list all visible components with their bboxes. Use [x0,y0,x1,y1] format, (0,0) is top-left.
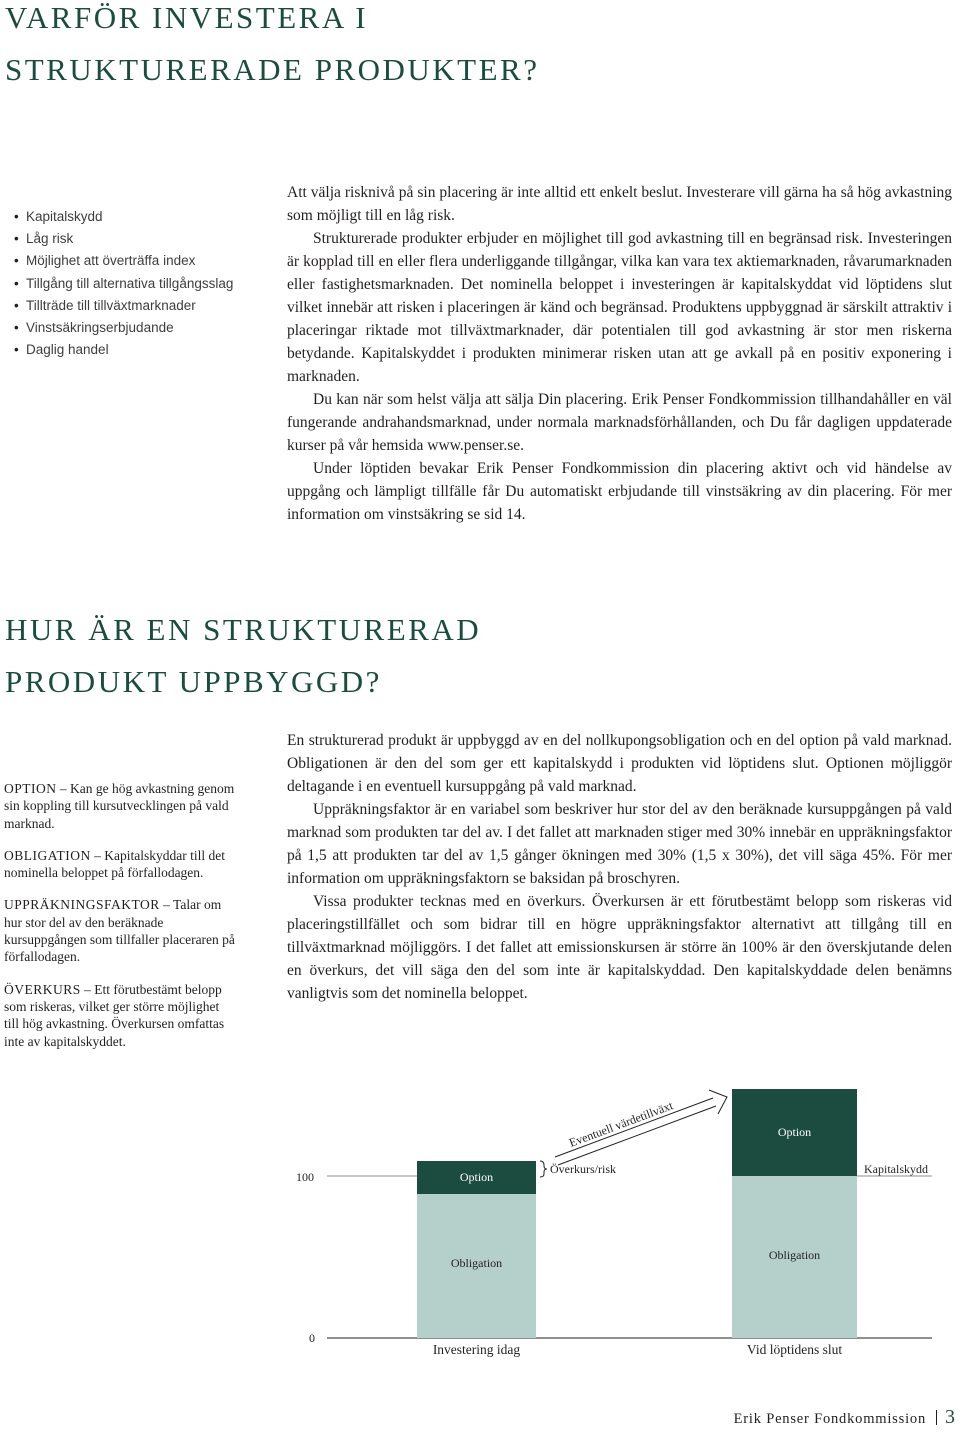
paragraph: Under löptiden bevakar Erik Penser Fondkommission din placering aktivt och vid händelse av uppgång och lämpligt tillfälle får Du automatiskt erbjudande till vinstsäkring av din placering. För mer information om vinstsäkring se sid 14. [287,460,952,523]
bar-today-label: Investering idag [432,1342,521,1357]
product-structure-body [287,729,952,1005]
definition-text: Kapitalskyddar till det nominella beloppet på förfallodagen. [4,847,225,881]
paragraph: Uppräkningsfaktor är en variabel som beskriver hur stor del av den beräknade kursuppgången på vald marknad som produkten tar del av. I det fallet att marknaden stiger med 30% innebär en uppräkningsfaktor på 1,5 att produkten tar del av 1,5 gånger ökningen med 30% (1,5 x 30%), det vill säga 45%. För mer information om uppräkningsfaktorn se baksidan på broschyren. [287,801,952,887]
footer-divider [936,1410,937,1425]
definitions-sidebar [4,780,236,1065]
definition-option: OPTION – Kan ge hög avkastning genom sin koppling till kursutvecklingen på vald marknad. [4,781,235,831]
definition-text: Talar om hur stor del av den beräknade kursuppgången som tillfaller placeraren på förfallodagen. [4,897,235,965]
definition-term: UPPRÄKNINGSFAKTOR [4,897,160,913]
paragraph: En strukturerad produkt är uppbyggd av en del nollkupongsobligation och en del option på vald marknad. Obligationen är den del som ger ett kapitalskydd i produkten vid löptidens slut. Optionen möjliggör deltagande i en eventuell kursuppgång på vald marknad. [287,732,952,795]
heading-line: STRUKTURERADE PRODUKTER? [5,52,540,87]
definition-term: OPTION [4,781,57,796]
definition-text: Kan ge hög avkastning genom sin koppling till kursutvecklingen på vald marknad. [4,781,235,831]
heading-line: HUR ÄR EN STRUKTURERAD [5,612,482,647]
list-item: • Tillträde till tillväxtmarknader [14,295,274,317]
growth-arrow-label: Eventuell värdetillväxt [567,1098,675,1150]
paragraph: Vissa produkter tecknas med en överkurs. Överkursen är ett förutbestämt belopp som riskeras vid placeringstillfället och som bidrar till en högre uppräkningsfaktor alternativt att tillgång till en tillväxtmarknad möjliggörs. I det fallet att emissionskursen är större än 100% är den överskjutande delen en överkurs, det vill säga den del som inte är kapitalskyddad. Den kapitalskyddade delen benämns vanligtvis som det nominella beloppet. [287,893,952,1002]
y-label-0: 0 [309,1331,315,1345]
paragraph: Strukturerade produkter erbjuder en möjlighet till god avkastning till en begränsad risk. Investeringen är kopplad till en eller flera underliggande tillgångar, vilka kan vara tex aktiemarknaden, råvarumarknaden eller fastighetsmarknaden. Det nominella beloppet i investeringen är kapitalskyddat vid löptidens slut vilket innebär att risken i placeringen är känd och begränsad. Produktens uppbyggnad är särskilt attraktiv i placeringar riktade mot tillväxtmarknader, där potentialen till god avkastning är stor men riskerna betydande. Kapitalskyddet i produkten minimerar risken utan att ge avkall på en positiv exponering i marknaden. [287,230,952,385]
overkurs-label: Överkurs/risk [550,1162,616,1176]
definition-text: Ett förutbestämt belopp som riskeras, vilket ger större möjlighet till hög avkastning. Överkursen omfattas inte av kapitalskyddet. [4,981,225,1049]
list-item: • Tillgång till alternativa tillgångsslag [14,273,274,295]
kapitalskydd-label: Kapitalskydd [864,1162,928,1176]
heading-line: VARFÖR INVESTERA I [5,0,369,35]
list-item: • Låg risk [14,228,274,250]
definition-overkurs: ÖVERKURS – Ett förutbestämt belopp som riskeras, vilket ger större möjlighet till hög avkastning. Överkursen omfattas inte av kapitalskyddet. [4,981,225,1049]
heading-line: PRODUKT UPPBYGGD? [5,664,382,699]
list-item: • Kapitalskydd [14,206,274,228]
definition-term: ÖVERKURS [4,981,81,997]
y-label-100: 100 [296,1170,314,1184]
why-invest-body [287,181,952,526]
bar-maturity-option-label: Option [777,1125,812,1139]
page-footer [734,1406,955,1429]
bar-today-option-label: Option [459,1170,494,1184]
list-item: • Daglig handel [14,339,274,361]
section-heading-why-invest [5,0,539,96]
overkurs-brace [540,1161,547,1177]
bar-today-obligation-label: Obligation [450,1256,503,1270]
benefits-list [14,206,274,361]
list-item: • Möjlighet att överträffa index [14,250,274,272]
bar-maturity-label: Vid löptidens slut [746,1342,843,1357]
definition-obligation: OBLIGATION – Kapitalskyddar till det nominella beloppet på förfallodagen. [4,847,225,881]
product-structure-diagram [0,1080,960,1370]
paragraph: Att välja risknivå på sin placering är inte alltid ett enkelt beslut. Investerare vill gärna ha så hög avkastning som möjligt till en låg risk. [287,184,952,224]
paragraph: Du kan när som helst välja att sälja Din placering. Erik Penser Fondkommission tillhandahåller en väl fungerande andrahandsmarknad, under normala marknadsförhållanden, och Du får dagligen uppdaterade kurser på vår hemsida www.penser.se. [287,391,952,454]
page-number: 3 [945,1406,955,1428]
growth-arrow [555,1090,727,1165]
definition-term: OBLIGATION [4,847,91,863]
footer-company: Erik Penser Fondkommission [733,1411,926,1427]
bar-maturity-obligation-label: Obligation [768,1248,821,1262]
section-heading-product-structure [5,604,481,708]
definition-upprakningsfaktor: UPPRÄKNINGSFAKTOR – Talar om hur stor del av den beräknade kursuppgången som tillfaller placeraren på förfallodagen. [4,897,235,965]
list-item: • Vinstsäkringserbjudande [14,317,274,339]
